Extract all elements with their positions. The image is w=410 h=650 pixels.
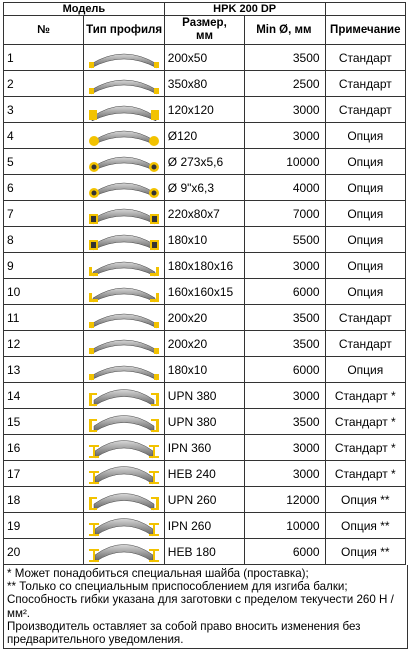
profile-type-thin-ring-icon: [84, 331, 164, 357]
row-note: Стандарт: [325, 305, 405, 331]
row-size: HEB 240: [164, 461, 244, 487]
footnote-2: ** Только со специальным приспособлением для изгиба балки;: [7, 580, 348, 594]
row-size: 200x50: [164, 45, 244, 71]
profile-type-angle-ring-icon: [84, 253, 164, 279]
table-body: [4, 45, 406, 565]
row-note: Опция: [325, 253, 405, 279]
profile-type-round-ring-icon: [84, 123, 164, 149]
row-min-diameter: 3000: [245, 123, 325, 149]
profile-type-tube-ring-icon: [84, 149, 164, 175]
row-number: 2: [4, 71, 84, 97]
profile-type-thin-ring-icon: [84, 357, 164, 383]
row-number: 5: [4, 149, 84, 175]
row-min-diameter: 3500: [245, 45, 325, 71]
row-number: 19: [4, 513, 84, 539]
profile-type-ibeam-ring-icon: [84, 461, 164, 487]
row-size: 350x80: [164, 71, 244, 97]
row-note: Стандарт: [325, 71, 405, 97]
row-note: Опция **: [325, 513, 405, 539]
row-number: 20: [4, 539, 84, 565]
row-note: Опция: [325, 279, 405, 305]
row-size: 180x180x16: [164, 253, 244, 279]
row-note: Стандарт: [325, 331, 405, 357]
row-number: 8: [4, 227, 84, 253]
profile-type-channel-ring-icon: [84, 383, 164, 409]
row-note: Опция: [325, 227, 405, 253]
row-size: 220x80x7: [164, 201, 244, 227]
row-min-diameter: 3500: [245, 409, 325, 435]
row-min-diameter: 6000: [245, 539, 325, 565]
col-diameter-header: Min Ø, мм: [245, 16, 325, 45]
table-row: [4, 149, 406, 175]
profile-type-flat-ring-icon: [84, 45, 164, 71]
row-note: Опция **: [325, 487, 405, 513]
row-size: UPN 380: [164, 409, 244, 435]
row-note: Опция: [325, 357, 405, 383]
row-number: 14: [4, 383, 84, 409]
row-size: UPN 260: [164, 487, 244, 513]
table-row: [4, 97, 406, 123]
profile-type-channel-ring-icon: [84, 409, 164, 435]
footnotes: [3, 565, 408, 649]
row-number: 1: [4, 45, 84, 71]
row-number: 7: [4, 201, 84, 227]
table-row: [4, 45, 406, 71]
col-note-header: Примечание: [325, 16, 405, 45]
table-row: [4, 227, 406, 253]
row-number: 18: [4, 487, 84, 513]
table-row: [4, 253, 406, 279]
table-row: [4, 513, 406, 539]
table-row: [4, 383, 406, 409]
table-row: [4, 461, 406, 487]
profile-type-rect-tube-ring-icon: [84, 227, 164, 253]
row-note: Стандарт: [325, 45, 405, 71]
row-min-diameter: 3000: [245, 97, 325, 123]
profile-spec-table: [3, 2, 406, 565]
table-row: [4, 175, 406, 201]
row-min-diameter: 3000: [245, 253, 325, 279]
row-note: Стандарт *: [325, 461, 405, 487]
row-size: 120x120: [164, 97, 244, 123]
model-header-row: [4, 3, 406, 16]
row-min-diameter: 10000: [245, 513, 325, 539]
row-note: Опция **: [325, 539, 405, 565]
col-profile-header: Тип профиля: [84, 16, 164, 45]
row-min-diameter: 3500: [245, 305, 325, 331]
row-number: 10: [4, 279, 84, 305]
row-number: 11: [4, 305, 84, 331]
row-size: 200x20: [164, 331, 244, 357]
table-row: [4, 435, 406, 461]
table-row: [4, 331, 406, 357]
row-size: 180x10: [164, 357, 244, 383]
col-number-header: №: [4, 16, 84, 45]
row-note: Опция: [325, 201, 405, 227]
row-size: HEB 180: [164, 539, 244, 565]
footnote-4: Производитель оставляет за собой право вносить изменения без предварительного уведомления.: [7, 619, 361, 647]
col-size-header: Размер, мм: [164, 16, 244, 45]
profile-type-thin-ring-icon: [84, 305, 164, 331]
row-min-diameter: 7000: [245, 201, 325, 227]
column-header-row: [4, 16, 406, 45]
row-size: 200x20: [164, 305, 244, 331]
row-size: IPN 260: [164, 513, 244, 539]
table-row: [4, 201, 406, 227]
row-size: 160x160x15: [164, 279, 244, 305]
row-note: Стандарт: [325, 97, 405, 123]
footnote-3: Способность гибки указана для заготовки с пределом текучести 260 Н / мм².: [7, 593, 394, 620]
row-size: Ø 9"x6,3: [164, 175, 244, 201]
footnote-1: * Может понадобиться специальная шайба (проставка);: [7, 567, 309, 580]
row-note: Опция: [325, 175, 405, 201]
row-size: IPN 360: [164, 435, 244, 461]
profile-type-ibeam-ring-icon: [84, 539, 164, 565]
profile-type-ibeam-ring-icon: [84, 435, 164, 461]
table-row: [4, 279, 406, 305]
table-row: [4, 71, 406, 97]
row-note: Стандарт *: [325, 409, 405, 435]
row-size: 180x10: [164, 227, 244, 253]
table-row: [4, 357, 406, 383]
row-min-diameter: 5500: [245, 227, 325, 253]
row-number: 16: [4, 435, 84, 461]
model-value: HPK 200 DP: [164, 3, 325, 16]
row-number: 17: [4, 461, 84, 487]
profile-type-ibeam-ring-icon: [84, 513, 164, 539]
row-min-diameter: 6000: [245, 357, 325, 383]
row-min-diameter: 6000: [245, 279, 325, 305]
table-row: [4, 539, 406, 565]
model-label: Модель: [4, 3, 165, 16]
row-number: 3: [4, 97, 84, 123]
row-min-diameter: 3500: [245, 331, 325, 357]
profile-type-square-ring-icon: [84, 97, 164, 123]
row-number: 6: [4, 175, 84, 201]
row-number: 4: [4, 123, 84, 149]
profile-type-tube-ring-icon: [84, 175, 164, 201]
row-min-diameter: 4000: [245, 175, 325, 201]
row-number: 13: [4, 357, 84, 383]
row-size: Ø 273x5,6: [164, 149, 244, 175]
table-row: [4, 305, 406, 331]
row-number: 12: [4, 331, 84, 357]
row-number: 15: [4, 409, 84, 435]
row-min-diameter: 2500: [245, 71, 325, 97]
row-note: Стандарт *: [325, 435, 405, 461]
row-note: Опция: [325, 149, 405, 175]
row-note: Стандарт *: [325, 383, 405, 409]
table-row: [4, 409, 406, 435]
table-row: [4, 487, 406, 513]
profile-type-rect-tube-ring-icon: [84, 201, 164, 227]
row-min-diameter: 3000: [245, 461, 325, 487]
spec-table-container: [3, 2, 406, 649]
row-min-diameter: 3000: [245, 435, 325, 461]
row-min-diameter: 10000: [245, 149, 325, 175]
model-header-blank: [325, 3, 405, 16]
row-number: 9: [4, 253, 84, 279]
row-size: Ø120: [164, 123, 244, 149]
row-min-diameter: 12000: [245, 487, 325, 513]
profile-type-angle-ring-icon: [84, 279, 164, 305]
row-size: UPN 380: [164, 383, 244, 409]
table-row: [4, 123, 406, 149]
row-note: Опция: [325, 123, 405, 149]
row-min-diameter: 3000: [245, 383, 325, 409]
profile-type-flat-ring-icon: [84, 71, 164, 97]
profile-type-channel-ring-icon: [84, 487, 164, 513]
